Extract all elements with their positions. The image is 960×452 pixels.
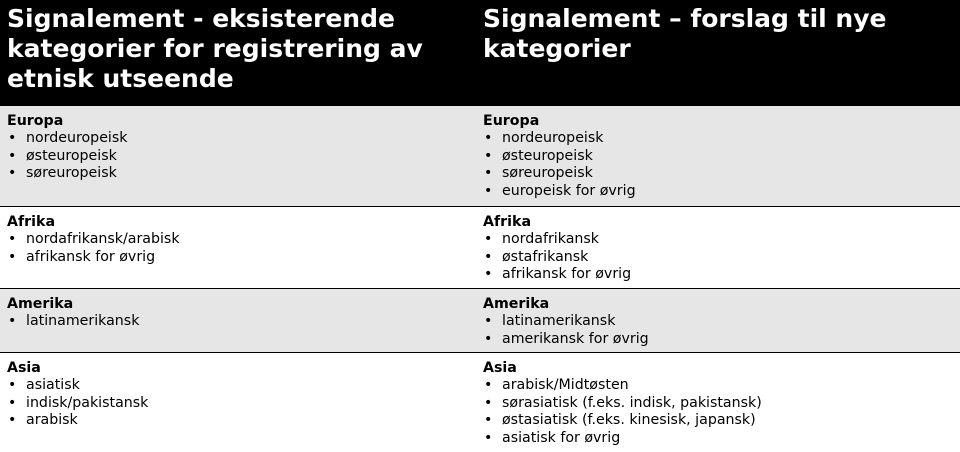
- list-item: • østeuropeisk: [7, 148, 476, 165]
- list-item: • amerikansk for øvrig: [483, 331, 960, 348]
- list-item: • asiatisk for øvrig: [483, 430, 960, 447]
- cell-europa-proposed: [476, 106, 960, 206]
- list-item: • asiatisk: [7, 377, 476, 394]
- region-label: Afrika: [7, 214, 56, 230]
- region-label: Amerika: [7, 296, 74, 312]
- list-item: • arabisk/Midtøsten: [483, 377, 960, 394]
- region-label: Asia: [483, 360, 517, 376]
- list-item: • søreuropeisk: [483, 165, 960, 182]
- list-item: • østeuropeisk: [483, 148, 960, 165]
- category-list: [7, 231, 476, 266]
- list-item: • sørasiatisk (f.eks. indisk, pakistansk): [483, 395, 960, 412]
- category-list: [7, 313, 476, 330]
- cell-europa-existing: [0, 106, 476, 206]
- region-label: Afrika: [483, 214, 532, 230]
- list-item: • arabisk: [7, 412, 476, 429]
- list-item: • søreuropeisk: [7, 165, 476, 182]
- header-existing-categories: Signalement - eksisterende kategorier for registrering av etnisk utseende: [0, 0, 476, 106]
- category-list: [7, 130, 476, 182]
- region-label: Asia: [7, 360, 41, 376]
- list-item: • nordafrikansk/arabisk: [7, 231, 476, 248]
- list-item: • østafrikansk: [483, 249, 960, 266]
- list-item: • indisk/pakistansk: [7, 395, 476, 412]
- region-label: Europa: [483, 113, 540, 129]
- list-item: • europeisk for øvrig: [483, 183, 960, 200]
- cell-asia-existing: [0, 352, 476, 452]
- category-list: [483, 231, 960, 283]
- header-proposed-categories: Signalement – forslag til nye kategorier: [476, 0, 960, 106]
- list-item: • afrikansk for øvrig: [7, 249, 476, 266]
- cell-afrika-existing: [0, 206, 476, 288]
- list-item: • nordeuropeisk: [483, 130, 960, 147]
- cell-amerika-proposed: [476, 288, 960, 352]
- cell-amerika-existing: [0, 288, 476, 352]
- list-item: • afrikansk for øvrig: [483, 266, 960, 283]
- category-list: [483, 130, 960, 200]
- list-item: • nordafrikansk: [483, 231, 960, 248]
- cell-asia-proposed: [476, 352, 960, 452]
- list-item: • østasiatisk (f.eks. kinesisk, japansk): [483, 412, 960, 429]
- list-item: • latinamerikansk: [7, 313, 476, 330]
- list-item: • latinamerikansk: [483, 313, 960, 330]
- cell-afrika-proposed: [476, 206, 960, 288]
- region-label: Amerika: [483, 296, 550, 312]
- category-list: [483, 377, 960, 447]
- category-list: [7, 377, 476, 429]
- category-list: [483, 313, 960, 348]
- list-item: • nordeuropeisk: [7, 130, 476, 147]
- region-label: Europa: [7, 113, 64, 129]
